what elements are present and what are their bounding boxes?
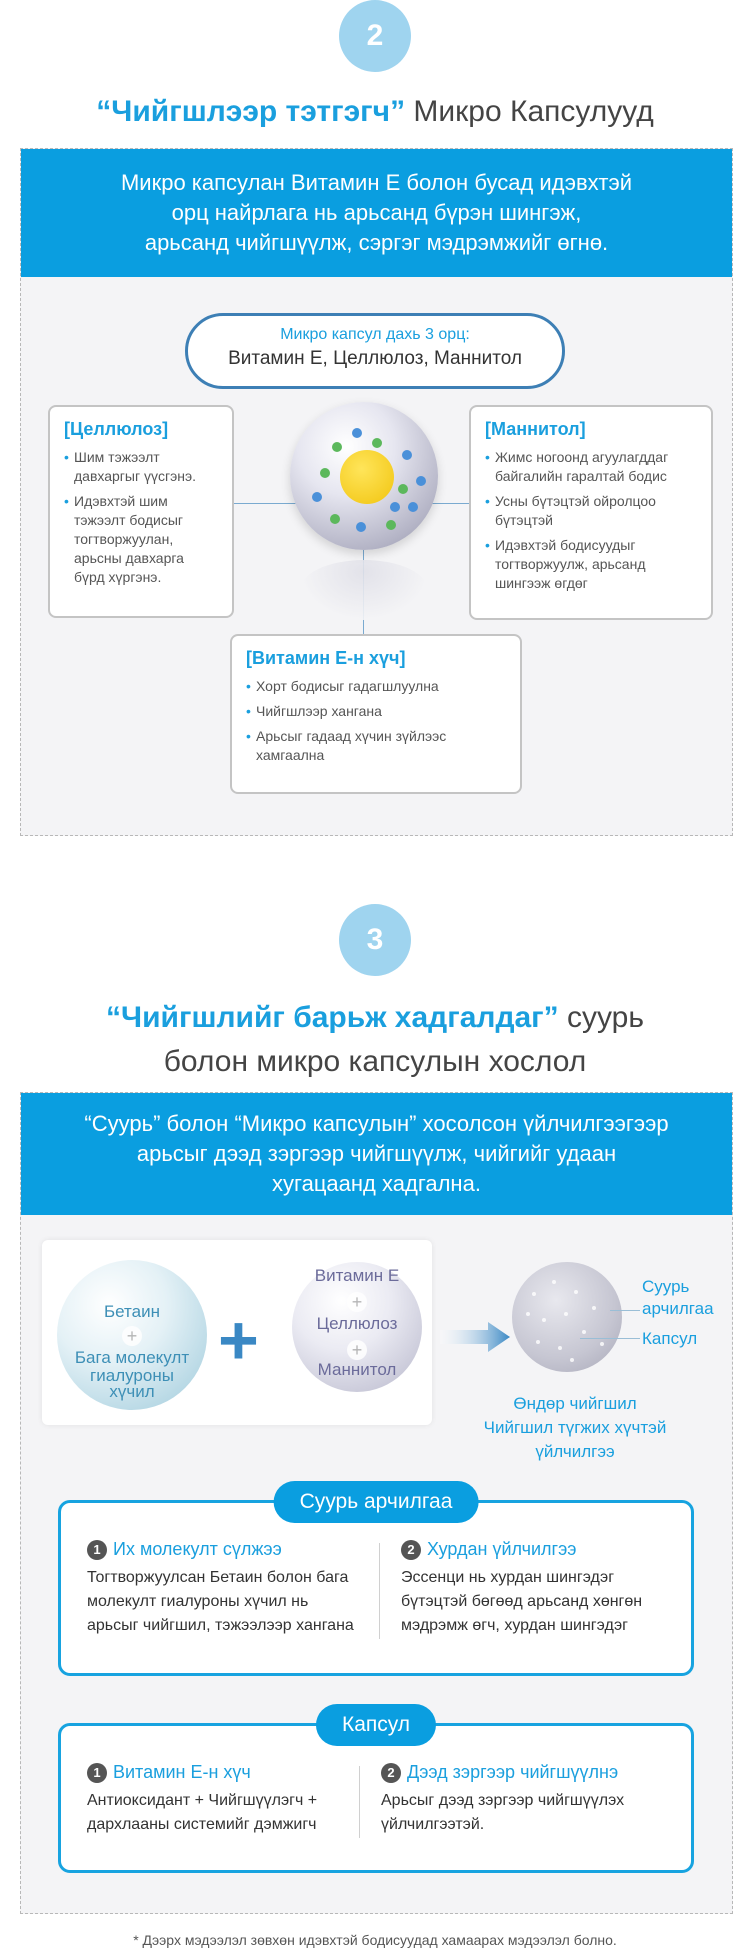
- number-badge: 2: [381, 1763, 401, 1783]
- cellulose-item: • Шим тэжээлт давхаргыг үүсгэнэ.: [64, 448, 218, 486]
- capsule-bubble: Витамин Е + Целлюлоз + Маннитол: [292, 1262, 422, 1392]
- capsule-col-1: 1 Витамин Е-н хүч Антиоксидант + Чийгшүүлэгч + дархлааны системийг дэмжигч: [87, 1762, 318, 1833]
- number-badge: 1: [87, 1763, 107, 1783]
- particle: [398, 484, 408, 494]
- particle: [402, 450, 412, 460]
- section3-title-line2: болон микро капсулын хослол: [163, 1045, 587, 1078]
- particle: [416, 476, 426, 486]
- connector-left: [232, 503, 300, 504]
- number-badge: 1: [87, 1540, 107, 1560]
- capsule-core: [340, 450, 394, 504]
- section-number-2: 2: [339, 0, 411, 72]
- vitamin-e-box: [Витамин Е-н хүч] • Хорт бодисыг гадагшлуулна • Чийгшлээр хангана • Арьсыг гадаад хүчин зүйлээс хамгаална: [230, 634, 522, 794]
- base-care-box: [58, 1490, 694, 1676]
- capsule-reflection: [300, 560, 428, 620]
- base-care-label: Суурь арчилгаа: [642, 1277, 714, 1318]
- particle: [386, 520, 396, 530]
- capsule-tag: Капсул: [316, 1704, 436, 1746]
- particle: [408, 502, 418, 512]
- plus-icon: +: [347, 1340, 367, 1360]
- plus-icon: +: [122, 1326, 142, 1346]
- particle: [332, 442, 342, 452]
- base-care-tag: Суурь арчилгаа: [274, 1481, 479, 1523]
- section-number-3: 3: [339, 904, 411, 976]
- ingredients-pill: Микро капсул дахь 3 орц: Витамин Е, Целлюлоз, Маннитол: [185, 313, 565, 389]
- particle: [330, 514, 340, 524]
- mannitol-item: • Усны бүтэцтэй ойролцоо бүтэцтэй: [485, 492, 697, 530]
- particle: [356, 522, 366, 532]
- plus-icon: +: [347, 1292, 367, 1312]
- section3-title: “Чийгшлийг барьж хадгалдаг” суурь: [105, 1001, 644, 1034]
- base-care-col-1: 1 Их молекулт сүлжээ Тогтворжуулсан Бетаин болон бага молекулт гиалуроны хүчил нь арьсыг чийгшил, тэжээлээр хангана: [87, 1539, 354, 1634]
- combine-plus-icon: +: [218, 1301, 259, 1379]
- vitamin-item: • Хорт бодисыг гадагшлуулна: [246, 677, 506, 696]
- particle: [312, 492, 322, 502]
- particle: [352, 428, 362, 438]
- column-divider: [379, 1543, 380, 1639]
- vitamin-item: • Чийгшлээр хангана: [246, 702, 506, 721]
- capsule-label: Капсул: [642, 1329, 698, 1348]
- mannitol-item: • Идэвхтэй бодисуудыг тогтворжуулж, арьсанд шингээж өгдөг: [485, 536, 697, 593]
- result-caption: Өндөр чийгшил Чийгшил түгжих хүчтэй үйлчилгээ: [483, 1394, 667, 1461]
- section3-banner: “Суурь” болон “Микро капсулын” хосолсон үйлчилгээгээр арьсыг дээд зэргээр чийгшүүлж, чийгийг удаан хугацаанд хадгална.: [21, 1093, 732, 1215]
- particle: [390, 502, 400, 512]
- label-pointer: [580, 1338, 640, 1339]
- column-divider: [359, 1766, 360, 1838]
- cellulose-box: [Целлюлоз] • Шим тэжээлт давхаргыг үүсгэнэ. • Идэвхтэй шим тэжээлт бодисыг тогтворжуулан, арьсны давхарга бүрд хүргэнэ.: [48, 405, 234, 618]
- micro-capsule-sphere: [290, 402, 438, 550]
- label-pointer: [610, 1310, 640, 1311]
- particle: [372, 438, 382, 448]
- capsule-col-2: 2 Дээд зэргээр чийгшүүлнэ Арьсыг дээд зэргээр чийгшүүлэх үйлчилгээтэй.: [381, 1762, 625, 1833]
- particle: [320, 468, 330, 478]
- mannitol-box: [Маннитол] • Жимс ногоонд агуулагддаг байгалийн гаралтай бодис • Усны бүтэцтэй ойролцоо бүтэцтэй • Идэвхтэй бодисуудыг тогтворжуулж, арьсанд шингээж өгдөг: [469, 405, 713, 620]
- section2-banner: Микро капсулан Витамин Е болон бусад идэвхтэй орц найрлага нь арьсанд бүрэн шингэж, арьсанд чийгшүүлж, сэргэг мэдрэмжийг өгнө.: [21, 149, 732, 277]
- section2-title: “Чийгшлээр тэтгэгч” Микро Капсулууд: [96, 95, 654, 128]
- footnote: * Дээрх мэдээлэл зөвхөн идэвхтэй бодисуудад хамаарах мэдээлэл болно.: [133, 1932, 617, 1948]
- base-care-col-2: 2 Хурдан үйлчилгээ Эссенци нь хурдан шингэдэг бүтэцтэй бөгөөд арьсанд хөнгөн мэдрэмж өгч, хурдан шингэдэг: [401, 1539, 643, 1634]
- mannitol-item: • Жимс ногоонд агуулагддаг байгалийн гаралтай бодис: [485, 448, 697, 486]
- vitamin-item: • Арьсыг гадаад хүчин зүйлээс хамгаална: [246, 727, 506, 765]
- number-badge: 2: [401, 1540, 421, 1560]
- cellulose-item: • Идэвхтэй шим тэжээлт бодисыг тогтворжуулан, арьсны давхарга бүрд хүргэнэ.: [64, 492, 218, 587]
- result-sphere: [512, 1262, 622, 1372]
- base-bubble: Бетаин + Бага молекулт гиалуроны хүчил: [57, 1260, 207, 1410]
- arrow-right-icon: [440, 1322, 510, 1352]
- capsule-box: [58, 1713, 694, 1873]
- connector-right: [428, 503, 470, 504]
